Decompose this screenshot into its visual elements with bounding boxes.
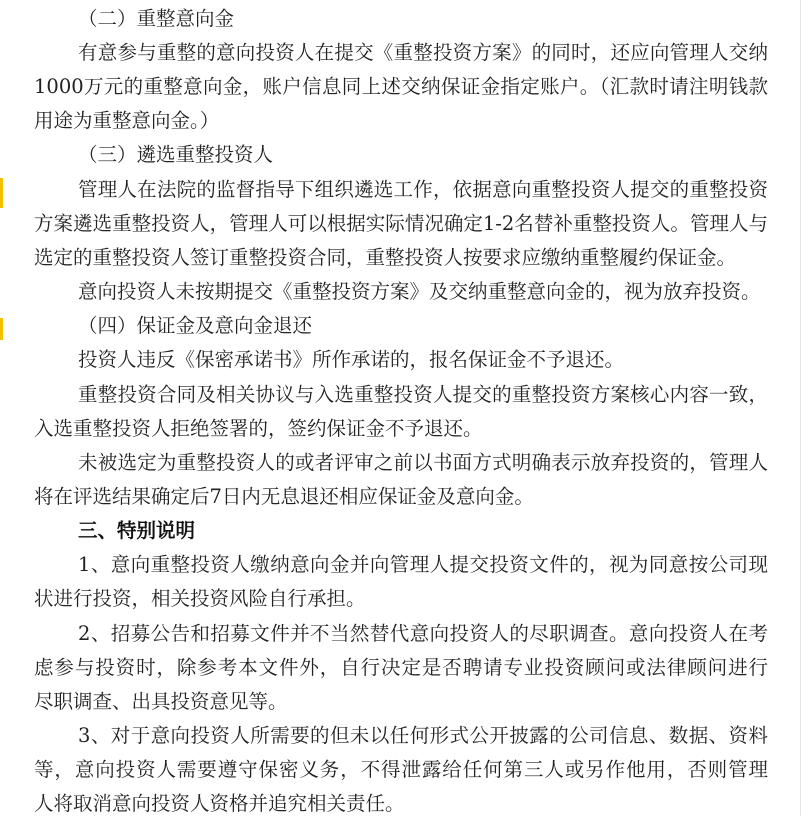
section-heading: （二）重整意向金: [78, 7, 235, 30]
paragraph-line: 未被选定为重整投资人的或者评审之前以书面方式明确表示放弃投资的，管理人: [78, 451, 768, 474]
paragraph-line: 意向投资人未按期提交《重整投资方案》及交纳重整意向金的，视为放弃投资。: [78, 280, 761, 303]
paragraph-line: 尽职调查、出具投资意见等。: [34, 690, 288, 713]
paragraph-line: 方案遴选重整投资人，管理人可以根据实际情况确定1-2名替补重整投资人。管理人与: [34, 212, 768, 235]
paragraph-line: 2、招募公告和招募文件并不当然替代意向投资人的尽职调查。意向投资人在考: [78, 622, 768, 645]
paragraph-line: 1000万元的重整意向金，账户信息同上述交纳保证金指定账户。（汇款时请注明钱款: [34, 75, 768, 98]
paragraph-line: 等，意向投资人需要遵守保密义务，不得泄露给任何第三人或另作他用，否则管理: [34, 758, 768, 781]
section-heading: 三、特别说明: [78, 519, 196, 542]
paragraph-line: 人将取消意向投资人资格并追究相关责任。: [34, 792, 405, 815]
paragraph-line: 选定的重整投资人签订重整投资合同，重整投资人按要求应缴纳重整履约保证金。: [34, 246, 737, 269]
section-heading: （四）保证金及意向金退还: [78, 314, 313, 337]
paragraph-line: 重整投资合同及相关协议与入选重整投资人提交的重整投资方案核心内容一致，: [78, 383, 768, 406]
paragraph-line: 1、意向重整投资人缴纳意向金并向管理人提交投资文件的，视为同意按公司现: [78, 553, 768, 576]
paragraph-line: 投资人违反《保密承诺书》所作承诺的，报名保证金不予退还。: [78, 348, 625, 371]
paragraph-line: 管理人在法院的监督指导下组织遴选工作，依据意向重整投资人提交的重整投资: [78, 178, 768, 201]
paragraph-line: 3、对于意向投资人所需要的但未以任何形式公开披露的公司信息、数据、资料: [78, 724, 768, 747]
paragraph-line: 将在评选结果确定后7日内无息退还相应保证金及意向金。: [34, 485, 534, 508]
paragraph-line: 虑参与投资时，除参考本文件外，自行决定是否聘请专业投资顾问或法律顾问进行: [34, 656, 768, 679]
paragraph-line: 状进行投资，相关投资风险自行承担。: [34, 587, 366, 610]
paragraph-line: 入选重整投资人拒绝签署的，签约保证金不予退还。: [34, 417, 483, 440]
paragraph-line: 有意参与重整的意向投资人在提交《重整投资方案》的同时，还应向管理人交纳: [78, 41, 768, 64]
paragraph-line: 用途为重整意向金。）: [34, 109, 220, 132]
section-heading: （三）遴选重整投资人: [78, 143, 274, 166]
